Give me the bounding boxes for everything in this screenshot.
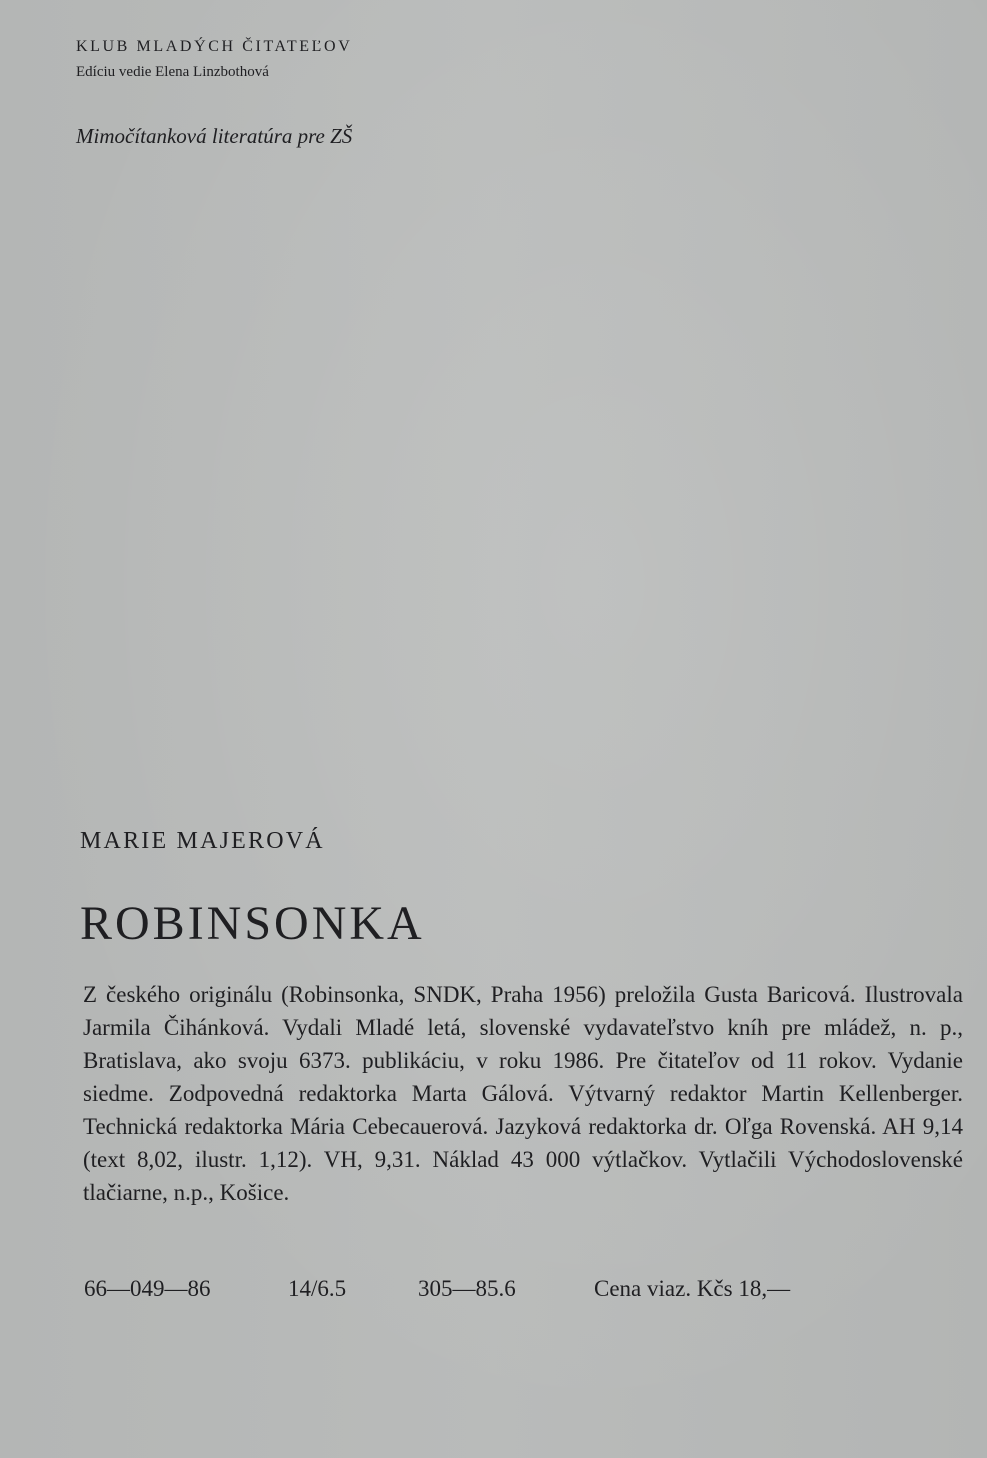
book-title: ROBINSONKA [80, 897, 425, 950]
book-author: MARIE MAJEROVÁ [80, 828, 325, 854]
price: Cena viaz. Kčs 18,— [594, 1276, 791, 1301]
imprint-text: Z českého originálu (Robinsonka, SNDK, Praha 1956) preložila Gusta Baricová. Ilustrovala Jarmila Čihánková. Vydali Mladé letá, slovenské vydavateľstvo kníh pre mládež, n. p., Bratislava, ako svoju 6373. publikáciu, v roku 1986. Pre čitateľov od 11 rokov. Vydanie siedme. Zodpovedná redaktorka Marta Gálová. Výtvarný redaktor Martin Kellenberger. Technická redaktorka Mária Cebecauerová. Jazyková redaktorka dr. Oľga Rovenská. AH 9,14 (text 8,02, ilustr. 1,12). VH, 9,31. Náklad 43 000 výtlačkov. Vytlačili Východoslovenské tlačiarne, n.p., Košice. [83, 982, 963, 1205]
code-1: 66—049—86 [84, 1276, 211, 1301]
series-editor: Edíciu vedie Elena Linzbothová [76, 64, 269, 80]
code-3: 305—85.6 [418, 1276, 516, 1301]
code-2: 14/6.5 [288, 1276, 347, 1301]
series-name: KLUB MLADÝCH ČITATEĽOV [76, 38, 353, 55]
subseries-label: Mimočítanková literatúra pre ZŠ [76, 124, 353, 148]
